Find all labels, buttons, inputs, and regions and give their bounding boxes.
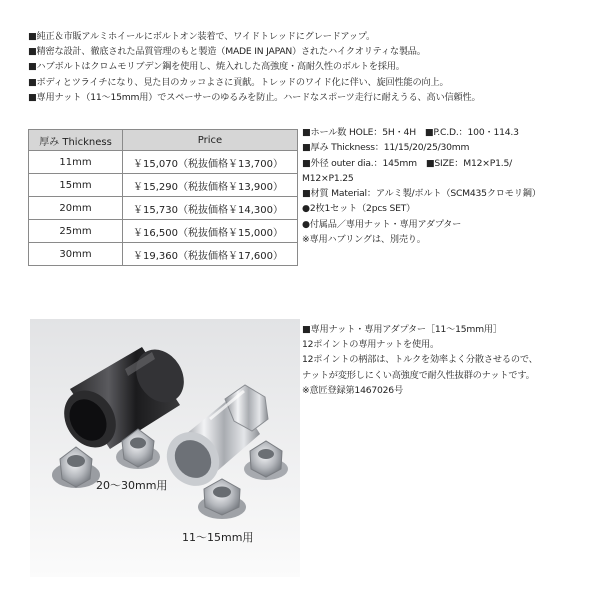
price-cell: ￥19,360（税抜価格￥17,600）	[123, 243, 298, 266]
label-20-30mm: 20～30mm用	[96, 479, 168, 492]
feature-item: ■精密な設計、徹底された品質管理のもと製造（MADE IN JAPAN）されたハイクオリティな製品。	[28, 46, 426, 58]
spec-item: ※専用ハブリングは、別売り。	[302, 234, 426, 246]
price-table-header	[29, 130, 298, 151]
feature-list	[28, 29, 588, 105]
product-photo	[30, 319, 300, 577]
spec-list	[302, 125, 597, 247]
adapter-line: ナットが変形しにくい高強度で耐久性抜群のナットです。	[302, 369, 535, 381]
price-cell: ￥15,070（税抜価格￥13,700）	[123, 151, 298, 174]
feature-item: ■ハブボルトはクロムモリブデン鋼を使用し、焼入れした高強度・高耐久性のボルトを採用。	[28, 61, 405, 73]
spec-item: ■ホール数 HOLE：5H・4H ■P.C.D.：100・114.3	[302, 127, 519, 138]
thickness-cell: 25mm	[29, 220, 123, 243]
spec-item: ■外径 outer dia.：145mm ■SIZE：M12×P1.5/	[302, 157, 512, 169]
adapter-line: ■専用ナット・専用アダプター［11～15mm用］	[302, 324, 502, 335]
price-cell: ￥15,730（税抜価格￥14,300）	[123, 197, 298, 220]
table-row	[29, 243, 298, 266]
price-header: Price	[123, 130, 298, 151]
thickness-header: 厚み Thickness	[29, 130, 123, 151]
label-11-15mm: 11～15mm用	[182, 531, 254, 544]
spec-item: ●付属品／専用ナット・専用アダプター	[302, 218, 462, 230]
spec-item: ■厚み Thickness：11/15/20/25/30mm	[302, 142, 470, 154]
adapter-line: 12ポイントの柄部は、トルクを効率よく分散させるので、	[302, 354, 538, 366]
adapter-description	[302, 322, 597, 398]
table-row	[29, 151, 298, 174]
thickness-cell: 20mm	[29, 197, 123, 220]
price-cell: ￥16,500（税抜価格￥15,000）	[123, 220, 298, 243]
feature-item: ■専用ナット（11～15mm用）でスペーサーのゆるみを防止。ハードなスポーツ走行に耐えうる、高い信頼性。	[28, 91, 481, 103]
thickness-cell: 15mm	[29, 174, 123, 197]
thickness-cell: 30mm	[29, 243, 123, 266]
spec-item: M12×P1.25	[302, 172, 354, 184]
spec-item: ■材質 Material：アルミ製/ボルト（SCM435クロモリ鋼）	[302, 188, 541, 200]
table-row	[29, 197, 298, 220]
feature-item: ■純正＆市販アルミホイールにボルトオン装着で、ワイドトレッドにグレードアップ。	[28, 31, 375, 42]
price-cell: ￥15,290（税抜価格￥13,900）	[123, 174, 298, 197]
table-row	[29, 220, 298, 243]
thickness-cell: 11mm	[29, 151, 123, 174]
adapter-line: ※意匠登録第1467026号	[302, 384, 403, 396]
feature-item: ■ボディとツライチになり、見た目のカッコよさに貢献。トレッドのワイド化に伴い、旋回性能の向上。	[28, 76, 449, 88]
table-row	[29, 174, 298, 197]
adapter-line: 12ポイントの専用ナットを使用。	[302, 339, 439, 351]
spec-item: ●2枚1セット（2pcs SET）	[302, 203, 416, 215]
price-table	[28, 129, 298, 266]
